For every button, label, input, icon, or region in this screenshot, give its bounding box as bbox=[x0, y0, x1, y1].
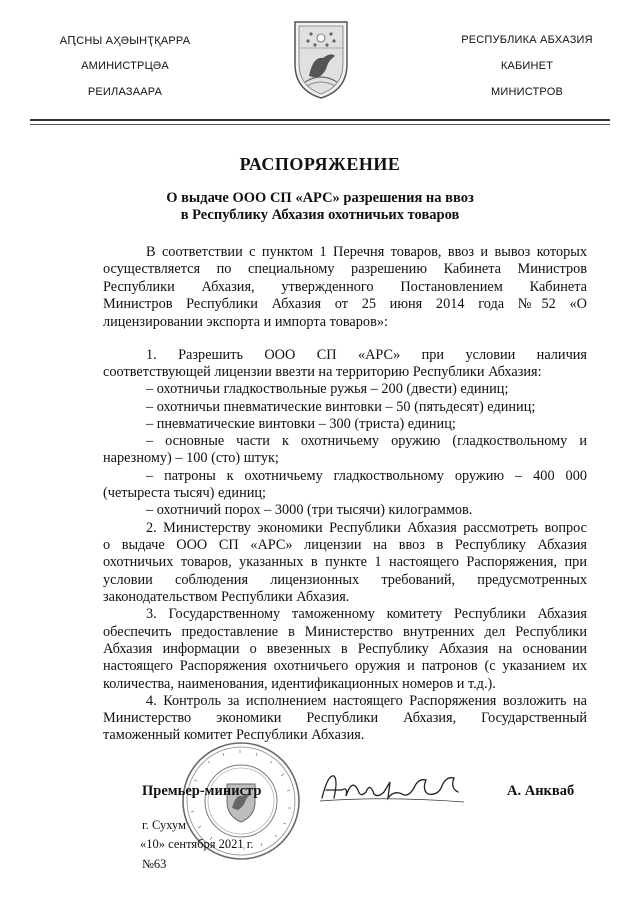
document-subtitle-line-1: О выдаче ООО СП «АРС» разрешения на ввоз bbox=[166, 190, 474, 206]
header-left-line-1: АԤСНЫ АҲӘЫНҬҚАРРА bbox=[59, 35, 191, 47]
document-subtitle-line-2: в Республику Абхазия охотничьих товаров bbox=[180, 207, 460, 223]
signatory-position: Премьер-министр bbox=[142, 783, 262, 799]
document-number: №63 bbox=[142, 857, 167, 871]
body-line: 3. Государственному таможенному комитету Республики Абхазия bbox=[146, 606, 587, 622]
body-line: количества, наименования, идентификационных номеров и т.д.). bbox=[103, 676, 496, 692]
issue-city: г. Сухум bbox=[142, 818, 187, 832]
handwritten-signature-icon bbox=[318, 768, 468, 808]
issue-date: «10» сентября 2021 г. bbox=[140, 837, 254, 851]
body-line: условии соблюдения лицензионных требований, предусмотренных bbox=[103, 572, 587, 588]
body-line: 2. Министерству экономики Республики Абхазия рассмотреть вопрос bbox=[146, 520, 587, 536]
header-right-line-1: РЕСПУБЛИКА АБХАЗИЯ bbox=[461, 34, 593, 46]
body-line: – охотничьи пневматические винтовки – 50 (пятьдесят) единиц; bbox=[146, 399, 536, 415]
signatory-name: А. Анкваб bbox=[507, 783, 575, 799]
body-line: (четыреста тысяч) единиц; bbox=[103, 485, 266, 501]
body-line: Республики Абхазия, утвержденного Постановлением Кабинета bbox=[103, 279, 587, 295]
body-line: – патроны к охотничьему гладкоствольному оружию – 400 000 bbox=[146, 468, 587, 484]
header-right-line-3: МИНИСТРОВ bbox=[490, 86, 563, 98]
body-line: охотничьих товаров, указанных в пункте 1 настоящего Распоряжения, при bbox=[103, 554, 587, 570]
body-line: законодательством Республики Абхазия. bbox=[103, 589, 350, 605]
body-line: таможенный комитет Республики Абхазия. bbox=[103, 727, 365, 743]
header-right bbox=[442, 34, 612, 98]
coat-of-arms-icon bbox=[291, 18, 351, 100]
header-left bbox=[40, 34, 210, 98]
document-title: РАСПОРЯЖЕНИЕ bbox=[239, 154, 401, 174]
body-line: 4. Контроль за исполнением настоящего Распоряжения возложить на bbox=[146, 693, 587, 709]
header-left-line-3: РЕИЛАЗААРА bbox=[87, 86, 163, 98]
body-line: – пневматические винтовки – 300 (триста) единиц; bbox=[146, 416, 456, 432]
body-line: нарезному) – 100 (сто) штук; bbox=[103, 450, 279, 466]
body-line: соответствующей лицензии ввезти на территорию Республики Абхазия: bbox=[103, 364, 542, 380]
body-line: В соответствии с пунктом 1 Перечня товаров, ввоз и вывоз которых bbox=[146, 244, 587, 260]
body-line: – охотничий порох – 3000 (три тысячи) килограммов. bbox=[146, 502, 473, 518]
header-divider-thick bbox=[30, 119, 610, 121]
header-divider-thin bbox=[30, 124, 610, 125]
body-line: о выдаче ООО СП «АРС» лицензии на ввоз в Республику Абхазия bbox=[103, 537, 587, 553]
body-line: 1. Разрешить ООО СП «АРС» при условии наличия bbox=[146, 347, 587, 363]
body-line: осуществляется по специальному разрешению Кабинета Министров bbox=[103, 261, 587, 277]
header-left-line-2: АМИНИСТРЦӘА bbox=[81, 60, 169, 72]
body-line: – основные части к охотничьему оружию (гладкоствольному и bbox=[146, 433, 587, 449]
body-line: – охотничьи гладкоствольные ружья – 200 (двести) единиц; bbox=[146, 381, 509, 397]
body-line: настоящего Распоряжения охотничьего оружия и патронов (с указанием их bbox=[103, 658, 587, 674]
body-line: Министерство экономики Республики Абхазия, Государственный bbox=[103, 710, 587, 726]
body-line: Абхазия информации о ввезенных в Республику Абхазия на основании bbox=[103, 641, 587, 657]
header-right-line-2: КАБИНЕТ bbox=[500, 60, 554, 72]
body-line: Министров Республики Абхазия от 25 июня 2014 года №52 «О bbox=[103, 296, 587, 312]
body-line: обеспечить предоставление в Министерство внутренних дел Республики bbox=[103, 624, 587, 640]
body-line: лицензировании экспорта и импорта товаров»: bbox=[103, 314, 388, 330]
